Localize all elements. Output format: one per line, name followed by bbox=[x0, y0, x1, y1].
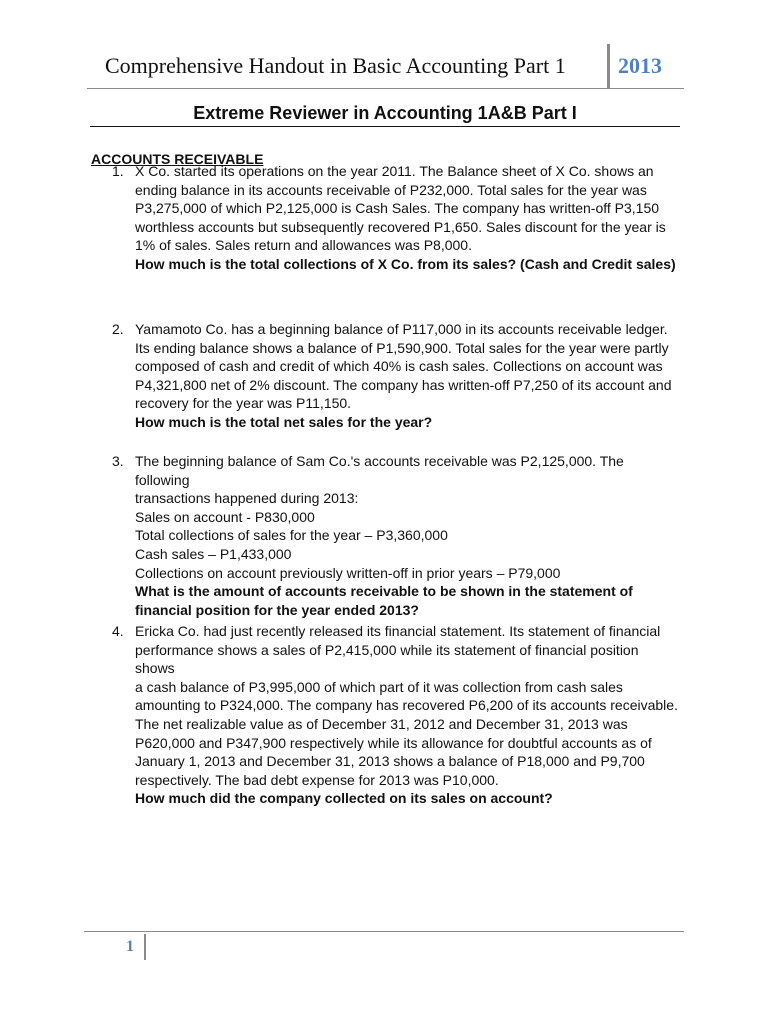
question-body bbox=[135, 320, 680, 432]
question-text-line: a cash balance of P3,995,000 of which part of it was collection from cash sales bbox=[135, 678, 623, 695]
question-text-line: Yamamoto Co. has a beginning balance of P117,000 in its accounts receivable ledger. bbox=[135, 321, 668, 337]
question-text-line: January 1, 2013 and December 31, 2013 shows a balance of P18,000 and P9,700 bbox=[135, 753, 645, 770]
page-number: 1 bbox=[126, 938, 134, 955]
question-prompt: What is the amount of accounts receivable to be shown in the statement of bbox=[135, 583, 633, 600]
question-text-line: composed of cash and credit of which 40% is cash sales. Collections on account was bbox=[135, 358, 663, 375]
footer-divider bbox=[144, 934, 146, 960]
question-prompt: How much did the company collected on its sales on account? bbox=[135, 790, 553, 807]
question-text-line: Its ending balance shows a balance of P1,590,900. Total sales for the year were partly bbox=[135, 339, 669, 356]
question-body bbox=[135, 622, 680, 808]
question-prompt: How much is the total net sales for the year? bbox=[135, 413, 433, 430]
question-text-line: ending balance in its accounts receivable of P232,000. Total sales for the year was bbox=[135, 181, 647, 198]
header-divider bbox=[607, 44, 610, 88]
question-text-line: performance shows a sales of P2,415,000 while its statement of financial position shows bbox=[135, 641, 639, 677]
question-text-line: 1% of sales. Sales return and allowances was P8,000. bbox=[135, 237, 472, 254]
footer-rule bbox=[84, 931, 684, 932]
header-title: Comprehensive Handout in Basic Accounting Part 1 bbox=[105, 53, 566, 78]
question-number: 1. bbox=[112, 163, 124, 179]
question-text-line: amounting to P324,000. The company has recovered P6,200 of its accounts receivable. bbox=[135, 697, 678, 714]
question-text-line: The beginning balance of Sam Co.'s accounts receivable was P2,125,000. The following bbox=[135, 453, 624, 488]
question-text-line: respectively. The bad debt expense for 2013 was P10,000. bbox=[135, 771, 499, 788]
question-number: 2. bbox=[112, 321, 124, 337]
question-text-line: Ericka Co. had just recently released its financial statement. Its statement of financial bbox=[135, 623, 661, 639]
header-year: 2013 bbox=[618, 53, 662, 78]
section-heading: ACCOUNTS RECEIVABLE bbox=[91, 151, 264, 167]
question-text-line: P620,000 and P347,900 respectively while its allowance for doubtful accounts as of bbox=[135, 734, 652, 751]
question-prompt: financial position for the year ended 2013? bbox=[135, 601, 419, 618]
question-text-line: Collections on account previously written-off in prior years – P79,000 bbox=[135, 564, 561, 581]
question-prompt: How much is the total collections of X Co. from its sales? (Cash and Credit sales) bbox=[135, 255, 676, 272]
question-text-line: The net realizable value as of December 31, 2012 and December 31, 2013 was bbox=[135, 715, 628, 732]
question-body bbox=[135, 162, 680, 274]
question-body bbox=[135, 452, 680, 619]
document-title: Extreme Reviewer in Accounting 1A&B Part I bbox=[90, 103, 680, 127]
question-text-line: P3,275,000 of which P2,125,000 is Cash Sales. The company has written-off P3,150 bbox=[135, 200, 660, 217]
question-text-line: transactions happened during 2013: bbox=[135, 490, 359, 507]
page-header bbox=[87, 44, 684, 89]
question-number: 3. bbox=[112, 453, 124, 469]
question-text-line: Total collections of sales for the year – P3,360,000 bbox=[135, 527, 448, 544]
question-text-line: recovery for the year was P11,150. bbox=[135, 395, 352, 412]
question-number: 4. bbox=[112, 623, 124, 639]
question-text-line: X Co. started its operations on the year 2011. The Balance sheet of X Co. shows an bbox=[135, 163, 654, 179]
question-text-line: Sales on account - P830,000 bbox=[135, 508, 315, 525]
question-text-line: Cash sales – P1,433,000 bbox=[135, 545, 292, 562]
question-text-line: P4,321,800 net of 2% discount. The company has written-off P7,250 of its account and bbox=[135, 376, 672, 393]
question-text-line: worthless accounts but subsequently recovered P1,650. Sales discount for the year is bbox=[135, 218, 666, 235]
